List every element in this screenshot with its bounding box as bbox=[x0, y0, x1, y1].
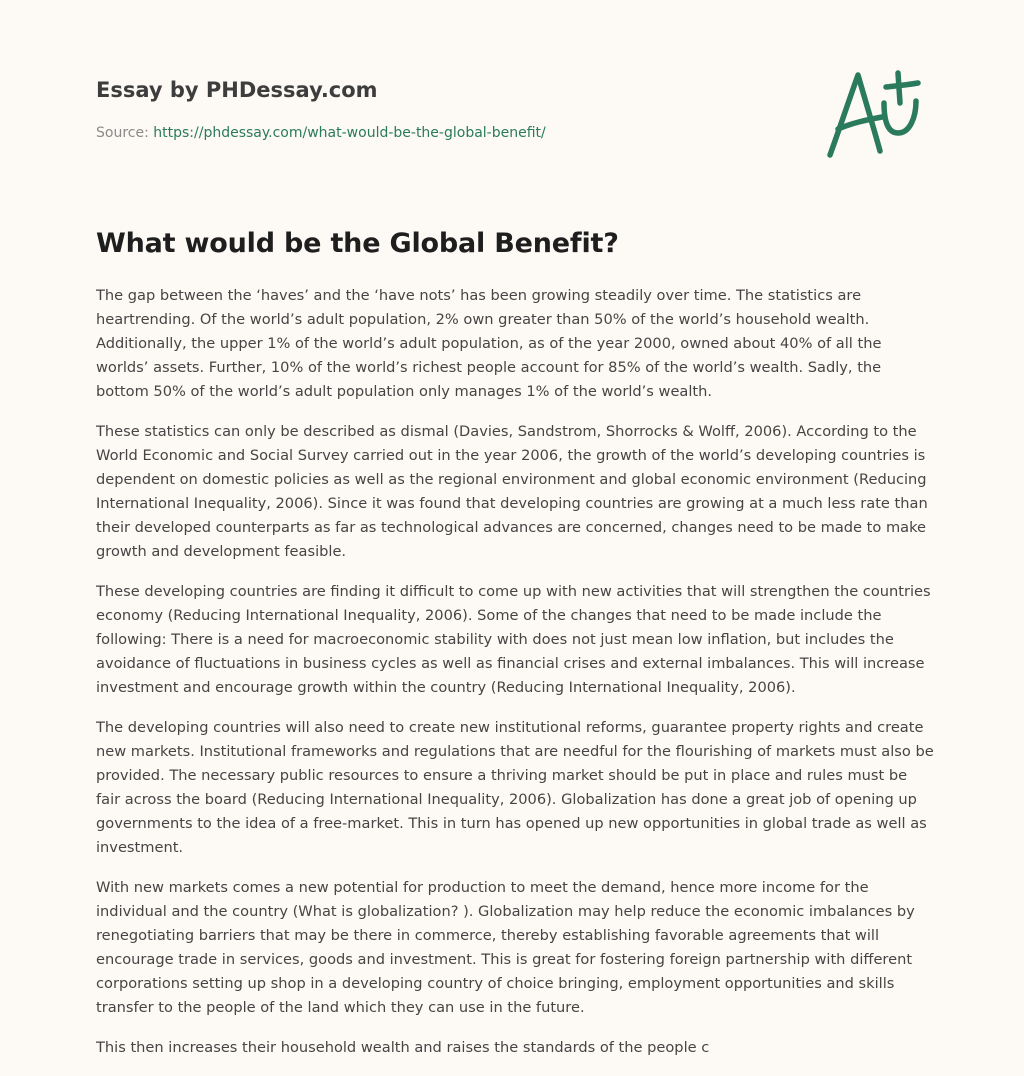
source-label: Source: bbox=[96, 125, 154, 141]
article-body bbox=[96, 284, 934, 1076]
paragraph: The gap between the ‘haves’ and the ‘have nots’ has been growing steadily over time. The statistics are heartrending. Of the world’s adult population, 2% own greater than 50% of the world’s household wealth. Additionally, the upper 1% of the world’s adult population, as of the year 2000, owned about 40% of all the worlds’ assets. Further, 10% of the world’s richest people account for 85% of the world’s wealth. Sadly, the bottom 50% of the world’s adult population only manages 1% of the world’s wealth. bbox=[96, 287, 882, 400]
paragraph: These developing countries are finding it difficult to come up with new activities that will strengthen the countries economy (Reducing International Inequality, 2006). Some of the changes that need to be made include the following: There is a need for macroeconomic stability with does not just mean low inflation, but includes the avoidance of fluctuations in business cycles as well as financial crises and external imbalances. This will increase investment and encourage growth within the country (Reducing International Inequality, 2006). bbox=[96, 583, 931, 696]
a-plus-logo-icon bbox=[824, 67, 928, 167]
brand-title: Essay by PHDessay.com bbox=[96, 78, 378, 102]
page-header bbox=[96, 75, 928, 185]
article-title: What would be the Global Benefit? bbox=[96, 228, 619, 259]
paragraph: This then increases their household wealth and raises the standards of the people c bbox=[96, 1039, 710, 1056]
paragraph: These statistics can only be described as dismal (Davies, Sandstrom, Shorrocks & Wolff, 2006). According to the World Economic and Social Survey carried out in the year 2006, the growth of the world’s developing countries is dependent on domestic policies as well as the regional environment and global economic environment (Reducing International Inequality, 2006). Since it was found that developing countries are growing at a much less rate than their developed counterparts as far as technological advances are concerned, changes need to be made to make growth and development feasible. bbox=[96, 423, 928, 560]
source-line bbox=[96, 123, 546, 143]
paragraph: With new markets comes a new potential for production to meet the demand, hence more income for the individual and the country (What is globalization? ). Globalization may help reduce the economic imbalances by renegotiating barriers that may be there in commerce, thereby establishing favorable agreements that will encourage trade in services, goods and investment. This is great for fostering foreign partnership with different corporations setting up shop in a developing country of choice bringing, employment opportunities and skills transfer to the people of the land which they can use in the future. bbox=[96, 879, 915, 1016]
source-link[interactable]: https://phdessay.com/what-would-be-the-global-benefit/ bbox=[153, 125, 546, 141]
paragraph: The developing countries will also need to create new institutional reforms, guarantee property rights and create new markets. Institutional frameworks and regulations that are needful for the flourishing of markets must also be provided. The necessary public resources to ensure a thriving market should be put in place and rules must be fair across the board (Reducing International Inequality, 2006). Globalization has done a great job of opening up governments to the idea of a free-market. This in turn has opened up new opportunities in global trade as well as investment. bbox=[96, 719, 934, 856]
